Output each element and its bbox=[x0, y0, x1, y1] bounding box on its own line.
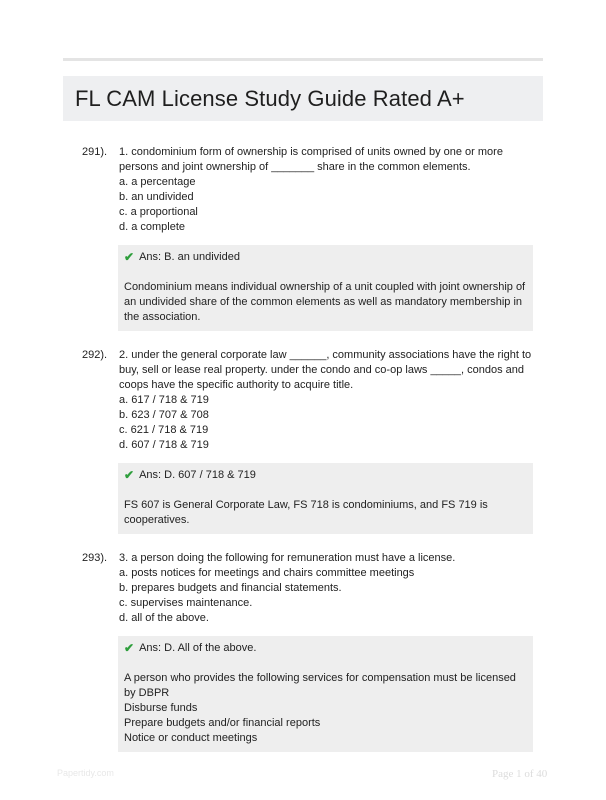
option-a: a. 617 / 718 & 719 bbox=[119, 394, 209, 406]
check-icon: ✔ bbox=[124, 468, 135, 482]
explanation bbox=[124, 498, 527, 528]
option-a: a. a percentage bbox=[119, 176, 196, 188]
question-text: 2. under the general corporate law ______, community associations have the right to buy, sell or lease real property. under the condo and co-op laws _____, condos and coops have the specific authority to acquire title. bbox=[119, 349, 532, 391]
question-number: 291). bbox=[82, 146, 108, 158]
check-icon: ✔ bbox=[124, 641, 135, 655]
explanation bbox=[124, 280, 527, 325]
option-c: c. supervises maintenance. bbox=[119, 597, 253, 609]
answer-text: Ans: D. All of the above. bbox=[139, 642, 257, 654]
option-b: b. 623 / 707 & 708 bbox=[119, 409, 209, 421]
option-b: b. prepares budgets and financial statements. bbox=[119, 582, 342, 594]
option-d: d. a complete bbox=[119, 221, 186, 233]
document-title: FL CAM License Study Guide Rated A+ bbox=[75, 85, 465, 111]
answer-text: Ans: D. 607 / 718 & 719 bbox=[139, 469, 256, 481]
explanation-line: Condominium means individual ownership of a unit coupled with joint ownership of an undivided share of the common elements as well as mandatory membership in the association. bbox=[124, 281, 526, 323]
option-c: c. a proportional bbox=[119, 206, 198, 218]
question-text: 3. a person doing the following for remuneration must have a license. bbox=[119, 552, 456, 564]
option-b: b. an undivided bbox=[119, 191, 194, 203]
explanation-line: Disburse funds bbox=[124, 702, 198, 714]
question-text: 1. condominium form of ownership is comprised of units owned by one or more persons and joint ownership of _______ share in the common elements. bbox=[119, 146, 503, 173]
question-number: 292). bbox=[82, 349, 108, 361]
option-d: d. 607 / 718 & 719 bbox=[119, 439, 209, 451]
option-d: d. all of the above. bbox=[119, 612, 209, 624]
option-a: a. posts notices for meetings and chairs committee meetings bbox=[119, 567, 415, 579]
answer-box bbox=[118, 636, 533, 752]
top-divider bbox=[63, 58, 543, 61]
question-number: 293). bbox=[82, 552, 108, 564]
page-number: Page 1 of 40 bbox=[492, 768, 548, 780]
answer-box bbox=[118, 463, 533, 534]
title-banner bbox=[63, 76, 543, 121]
answer-box bbox=[118, 245, 533, 331]
explanation bbox=[124, 671, 527, 746]
explanation-line: Notice or conduct meetings bbox=[124, 732, 258, 744]
option-c: c. 621 / 718 & 719 bbox=[119, 424, 209, 436]
check-icon: ✔ bbox=[124, 250, 135, 264]
explanation-line: A person who provides the following services for compensation must be licensed by DBPR bbox=[124, 672, 516, 699]
answer-text: Ans: B. an undivided bbox=[139, 251, 240, 263]
footer-watermark: Papertidy.com bbox=[57, 768, 114, 778]
explanation-line: FS 607 is General Corporate Law, FS 718 is condominiums, and FS 719 is cooperatives. bbox=[124, 499, 488, 526]
explanation-line: Prepare budgets and/or financial reports bbox=[124, 717, 321, 729]
